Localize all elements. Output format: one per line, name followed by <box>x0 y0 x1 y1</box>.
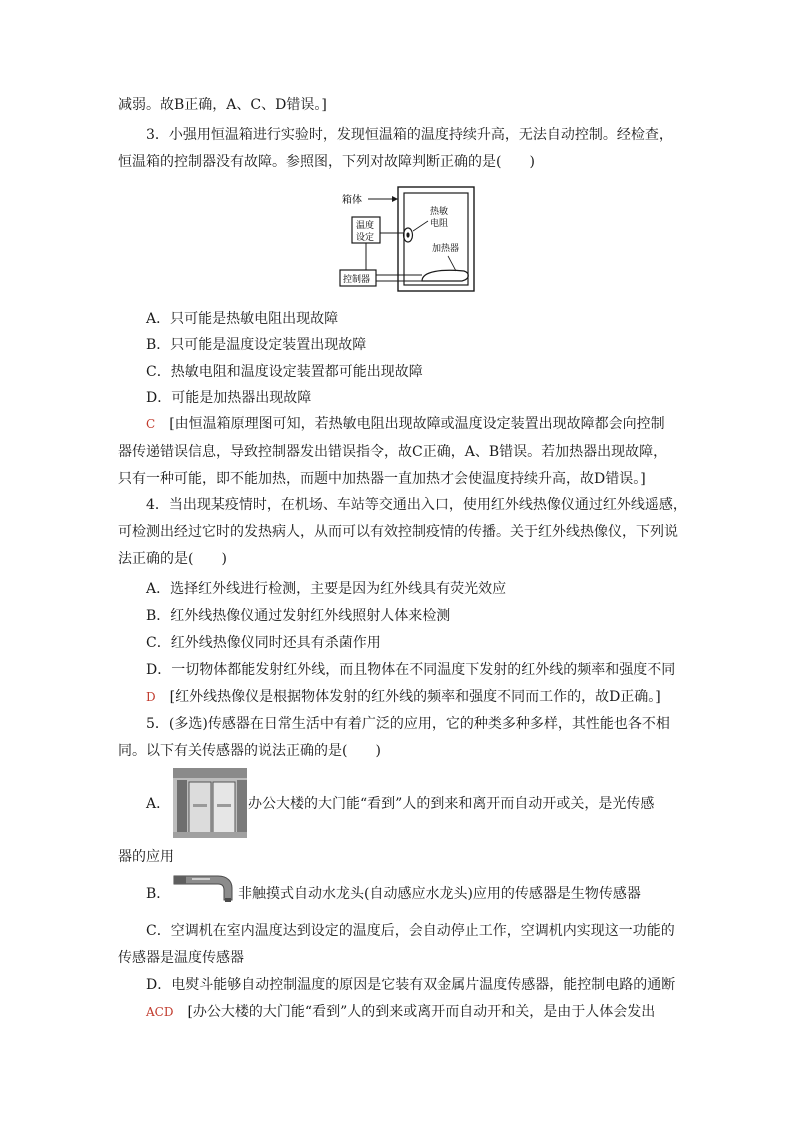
q4-option-a: A．选择红外线进行检测，主要是因为红外线具有荧光效应 <box>146 581 507 597</box>
q5-option-b-label: B． <box>146 886 171 902</box>
q5-option-a-continued: 器的应用 <box>118 849 174 865</box>
q5-answer: ACD <box>146 1005 174 1019</box>
thermistor-label-2: 电阻 <box>430 219 449 229</box>
q3-option-a: A．只可能是热敏电阻出现故障 <box>146 311 339 327</box>
faucet-photo <box>172 870 234 910</box>
q5-option-a-label: A． <box>146 796 171 812</box>
q3-option-b: B．只可能是温度设定装置出现故障 <box>146 337 367 353</box>
q5-stem-line2: 同。以下有关传感器的说法正确的是( ) <box>118 743 381 759</box>
q4-solution: D [红外线热像仪是根据物体发射的红外线的频率和强度不同而工作的，故D正确。] <box>146 689 661 705</box>
temp-set-label-2: 设定 <box>356 233 375 243</box>
heater-label: 加热器 <box>432 244 460 254</box>
office-door-photo <box>173 768 247 842</box>
q4-stem-line3: 法正确的是( ) <box>118 551 227 567</box>
q3-stem-line1: 3．小强用恒温箱进行实验时，发现恒温箱的温度持续升高，无法自动控制。经检查， <box>146 127 673 143</box>
q4-option-d: D．一切物体都能发射红外线，而且物体在不同温度下发射的红外线的频率和强度不同 <box>146 662 676 678</box>
q4-stem-line1: 4．当出现某疫情时，在机场、车站等交通出入口，使用红外线热像仪通过红外线遥感， <box>146 497 687 513</box>
prev-solution-end: 减弱。故B正确，A、C、D错误。] <box>118 97 327 113</box>
thermistor-label-1: 热敏 <box>430 207 449 217</box>
q5-option-c-line1: C．空调机在室内温度达到设定的温度后，会自动停止工作，空调机内实现这一功能的 <box>146 923 675 939</box>
q3-option-d: D．可能是加热器出现故障 <box>146 390 312 406</box>
q5-stem-line1: 5．(多选)传感器在日常生活中有着广泛的应用，它的种类多种多样，其性能也各不相 <box>146 716 670 732</box>
q4-stem-line2: 可检测出经过它时的发热病人，从而可以有效控制疫情的传播。关于红外线热像仪，下列说 <box>118 524 678 540</box>
q3-solution-line1: C [由恒温箱原理图可知，若热敏电阻出现故障或温度设定装置出现故障都会向控制 <box>146 416 665 432</box>
q4-option-b: B．红外线热像仪通过发射红外线照射人体来检测 <box>146 608 451 624</box>
incubator-diagram <box>338 185 478 299</box>
q3-stem-line2: 恒温箱的控制器没有故障。参照图，下列对故障判断正确的是( ) <box>118 154 535 170</box>
q5-option-b-text: 非触摸式自动水龙头(自动感应水龙头)应用的传感器是生物传感器 <box>238 886 641 902</box>
temp-set-label-1: 温度 <box>356 221 375 231</box>
q5-option-c-line2: 传感器是温度传感器 <box>118 950 244 966</box>
q4-answer: D <box>146 690 156 704</box>
q3-solution-line2: 器传递错误信息，导致控制器发出错误指令，故C正确，A、B错误。若加热器出现故障， <box>118 444 668 460</box>
box-label: 箱体 <box>342 195 362 206</box>
q3-solution-line3: 只有一种可能，即不能加热，而题中加热器一直加热才会使温度持续升高，故D错误。] <box>118 471 646 487</box>
q3-option-c: C．热敏电阻和温度设定装置都可能出现故障 <box>146 364 423 380</box>
q5-option-a-text: 办公大楼的大门能“看到”人的到来和离开而自动开或关，是光传感 <box>248 796 655 812</box>
q4-option-c: C．红外线热像仪同时还具有杀菌作用 <box>146 635 381 651</box>
q5-option-d: D．电熨斗能够自动控制温度的原因是它装有双金属片温度传感器，能控制电路的通断 <box>146 977 676 993</box>
q5-solution: ACD [办公大楼的大门能“看到”人的到来或离开而自动开和关，是由于人体会发出 <box>146 1004 656 1020</box>
q3-answer: C <box>146 417 156 431</box>
controller-label: 控制器 <box>343 275 371 285</box>
